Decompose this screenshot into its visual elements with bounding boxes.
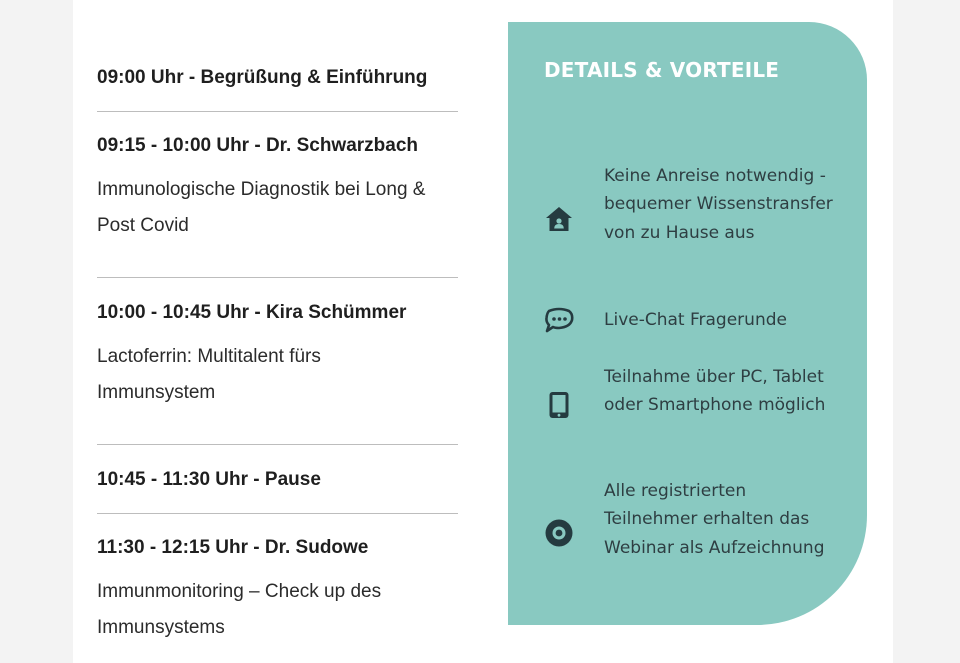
feature-text: Live-Chat Fragerunde [604, 310, 787, 330]
agenda-item [97, 301, 458, 411]
agenda-item-title: 09:00 Uhr - Begrüßung & Einführung [97, 67, 428, 88]
divider [97, 277, 458, 278]
agenda-item-title: 10:45 - 11:30 Uhr - Pause [97, 469, 321, 490]
record-icon [544, 518, 574, 548]
chat-bubble-icon [544, 305, 574, 335]
divider [97, 444, 458, 445]
divider [97, 111, 458, 112]
agenda-item-description: Immunologische Diagnostik bei Long & Post Covid [97, 179, 426, 236]
feature-text: Keine Anreise notwendig - bequemer Wissenstransfer von zu Hause aus [604, 166, 833, 243]
agenda-item-title: 11:30 - 12:15 Uhr - Dr. Sudowe [97, 537, 369, 558]
page-content [73, 0, 893, 663]
details-heading: DETAILS & VORTEILE [544, 58, 780, 82]
tablet-icon [544, 390, 574, 420]
agenda-item [97, 468, 458, 492]
feature-text: Alle registrierten Teilnehmer erhalten das Webinar als Aufzeichnung [604, 481, 825, 558]
home-icon [544, 204, 574, 234]
agenda-item-title: 10:00 - 10:45 Uhr - Kira Schümmer [97, 302, 407, 323]
divider [97, 513, 458, 514]
details-card [508, 22, 867, 625]
agenda-item-title: 09:15 - 10:00 Uhr - Dr. Schwarzbach [97, 135, 419, 156]
agenda-item [97, 134, 458, 244]
agenda-item-description: Immunmonitoring – Check up des Immunsystems [97, 581, 382, 638]
agenda-item-description: Lactoferrin: Multitalent fürs Immunsystem [97, 346, 321, 403]
agenda-item [97, 66, 458, 90]
agenda-item [97, 536, 458, 646]
feature-text: Teilnahme über PC, Tablet oder Smartphone möglich [604, 367, 826, 416]
